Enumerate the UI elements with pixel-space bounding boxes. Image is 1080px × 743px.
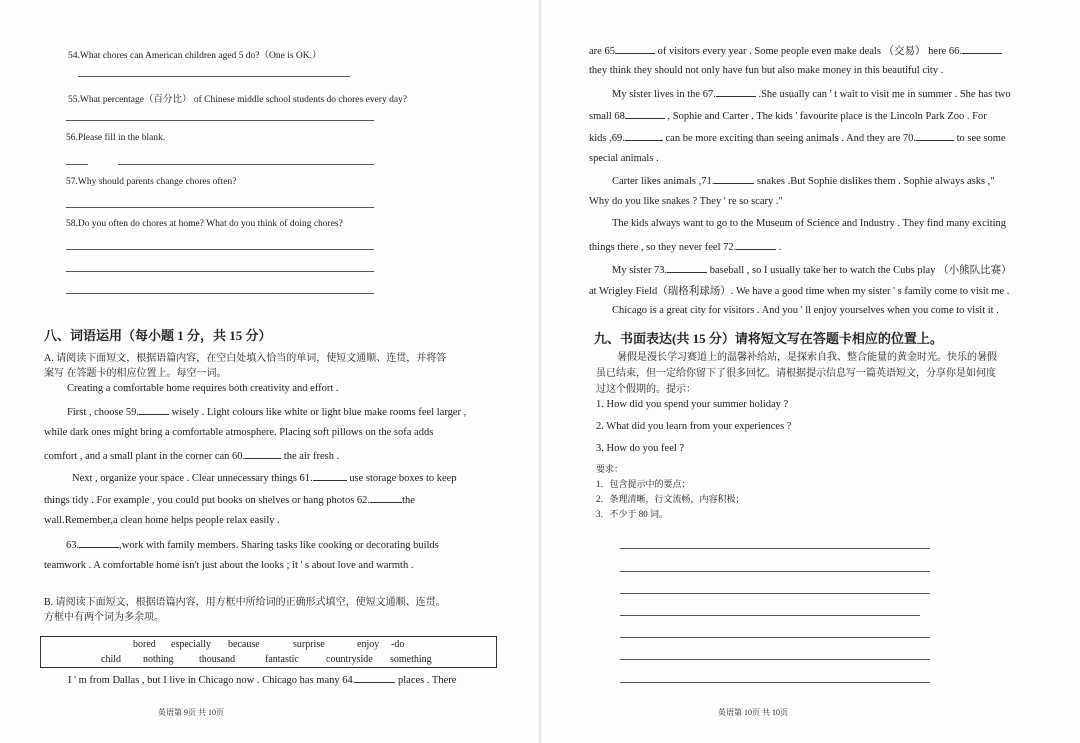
answer-line-55 — [66, 120, 374, 121]
answer-line-58b — [66, 271, 374, 272]
prompt-3: 3. How do you feel ? — [596, 443, 685, 454]
writing-intro-2: 虽已结束，但一定给你留下了很多回忆。请根据提示信息写一篇英语短文，分享你是如何度 — [596, 368, 996, 379]
passage-a-line-2: First , choose 59. wisely . Light colours like white or light blue make rooms feel larger , — [67, 407, 467, 418]
right-page — [540, 0, 1080, 743]
question-57: 57.Why should parents change chores often? — [66, 177, 237, 187]
blank-60[interactable] — [245, 449, 281, 459]
word-surprise: surprise — [293, 639, 325, 650]
requirement-1: 1．包含提示中的要点； — [596, 479, 691, 489]
answer-line-58a — [66, 249, 374, 250]
writing-line-6[interactable] — [620, 659, 930, 660]
writing-intro-1: 暑假是漫长学习赛道上的温馨补给站，是探索自我、整合能量的黄金时光。快乐的暑假 — [617, 352, 997, 363]
passage-a-line-8: 63. ,work with family members. Sharing tasks like cooking or decorating builds — [66, 540, 439, 551]
blank-66[interactable] — [962, 44, 1002, 54]
word-do: -do — [391, 639, 405, 650]
passage-a-line-6: things tidy . For example , you could put books on shelves or hang photos 62. the — [44, 495, 415, 506]
passage-b-line-10: The kids always want to go to the Museum of Science and Industry . They find many exciting — [612, 218, 1007, 229]
writing-intro-3: 过这个假期的。提示： — [596, 384, 696, 395]
word-because: because — [228, 639, 260, 650]
prompt-2: 2. What did you learn from your experiences ? — [596, 421, 792, 432]
question-58: 58.Do you often do chores at home? What do you think of doing chores? — [66, 219, 343, 229]
blank-72[interactable] — [736, 240, 776, 250]
blank-69[interactable] — [625, 131, 663, 141]
passage-b-line-9: Why do you like snakes ? They ' re so scary ." — [589, 196, 783, 207]
writing-line-7[interactable] — [620, 682, 930, 683]
page-footer-left: 英语第 9页 共 10页 — [158, 708, 224, 717]
blank-64[interactable] — [355, 673, 395, 683]
passage-b-line-1: I ' m from Dallas , but I live in Chicago now . Chicago has many 64. places . There — [68, 675, 457, 686]
page-footer-right: 英语第 10页 共 10页 — [718, 708, 788, 717]
writing-line-5[interactable] — [620, 637, 930, 638]
passage-b-line-2: are 65 of visitors every year . Some people even make deals （交易） here 66. — [589, 43, 1002, 58]
blank-63[interactable] — [79, 538, 119, 548]
question-56: 56.Please fill in the blank. — [66, 133, 166, 143]
part-b-instruction-1: B. 请阅读下面短文，根据语篇内容，用方框中所给词的正确形式填空，使短文通顺、连贯。 — [44, 597, 446, 608]
question-55: 55.What percentage（百分比） of Chinese middle school students do chores every day? — [68, 95, 408, 105]
passage-b-line-3: they think they should not only have fun but also make money in this beautiful city . — [589, 65, 944, 76]
passage-b-line-13: at Wrigley Field（瑞格利球场）. We have a good time when my sister ' s family come to visit me . — [589, 286, 1010, 297]
word-thousand: thousand — [199, 654, 236, 665]
passage-b-line-12: My sister 73. baseball , so I usually take her to watch the Cubs play （小熊队比赛） — [612, 265, 1012, 276]
answer-line-56b — [118, 164, 374, 165]
blank-62[interactable] — [370, 493, 402, 503]
passage-b-line-4: My sister lives in the 67. .She usually can ' t wait to visit me in summer . She has two — [612, 89, 1011, 100]
word-fantastic: fantastic — [265, 654, 299, 665]
part-b-instruction-2: 方框中有两个词为多余项。 — [44, 612, 164, 623]
answer-line-54 — [78, 76, 350, 77]
answer-line-57 — [66, 207, 374, 208]
passage-a-line-5: Next , organize your space . Clear unnecessary things 61. use storage boxes to keep — [72, 473, 457, 484]
passage-b-line-7: special animals . — [589, 153, 659, 164]
passage-b-line-8: Carter likes animals ,71. snakes .But Sophie dislikes them . Sophie always asks ," — [612, 176, 995, 187]
answer-line-56a — [66, 164, 88, 165]
word-something: something — [390, 654, 432, 665]
part-a-instruction-1: A. 请阅读下面短文，根据语篇内容，在空白处填入恰当的单词，使短文通顺、连贯，并将答 — [44, 353, 447, 364]
word-countryside: countryside — [326, 654, 373, 665]
passage-b-line-11: things there , so they never feel 72. . — [589, 242, 782, 253]
writing-line-2[interactable] — [620, 571, 930, 572]
blank-71[interactable] — [714, 174, 754, 184]
requirement-3: 3．不少于 80 词。 — [596, 509, 669, 519]
word-nothing: nothing — [143, 654, 174, 665]
word-box — [40, 636, 497, 668]
writing-line-1[interactable] — [620, 548, 930, 549]
passage-a-line-7: wall.Remember,a clean home helps people relax easily . — [44, 515, 280, 526]
word-enjoy: enjoy — [357, 639, 380, 650]
requirement-2: 2．条理清晰，行文流畅，内容积极； — [596, 494, 745, 504]
blank-67[interactable] — [716, 87, 756, 97]
passage-b-line-5: small 68 , Sophie and Carter . The kids ' favourite place is the Lincoln Park Zoo . For — [589, 111, 987, 122]
passage-a-line-9: teamwork . A comfortable home isn't just about the looks ; it ' s about love and warmth . — [44, 560, 414, 571]
blank-61[interactable] — [313, 471, 347, 481]
question-54: 54.What chores can American children aged 5 do?（One is OK.） — [68, 51, 322, 61]
blank-70[interactable] — [916, 131, 954, 141]
section-9-title: 九、书面表达(共 15 分）请将短文写在答题卡相应的位置上。 — [594, 331, 943, 346]
passage-b-line-14: Chicago is a great city for visitors . And you ' ll enjoy yourselves when you come to visit it . — [612, 305, 999, 316]
requirements-label: 要求： — [596, 464, 624, 474]
blank-68[interactable] — [625, 109, 665, 119]
passage-a-line-3: while dark ones might bring a comfortable atmosphere. Placing soft pillows on the sofa adds — [44, 427, 434, 438]
prompt-1: 1. How did you spend your summer holiday ? — [596, 399, 789, 410]
blank-73[interactable] — [667, 263, 707, 273]
writing-line-3[interactable] — [620, 593, 930, 594]
part-a-instruction-2: 案写 在答题卡的相应位置上。每空一词。 — [44, 368, 227, 379]
word-bored: bored — [133, 639, 156, 650]
passage-a-line-1: Creating a comfortable home requires both creativity and effort . — [67, 383, 339, 394]
word-child: child — [101, 654, 121, 665]
blank-59[interactable] — [139, 405, 169, 415]
word-especially: especially — [171, 639, 211, 650]
answer-line-58c — [66, 293, 374, 294]
writing-line-4[interactable] — [620, 615, 920, 616]
passage-b-line-6: kids ,69. can be more exciting than seeing animals . And they are 70. to see some — [589, 133, 1006, 144]
passage-a-line-4: comfort , and a small plant in the corner can 60. the air fresh . — [44, 451, 340, 462]
blank-65[interactable] — [615, 44, 655, 54]
section-8-title: 八、词语运用（每小题 1 分，共 15 分） — [44, 328, 272, 343]
